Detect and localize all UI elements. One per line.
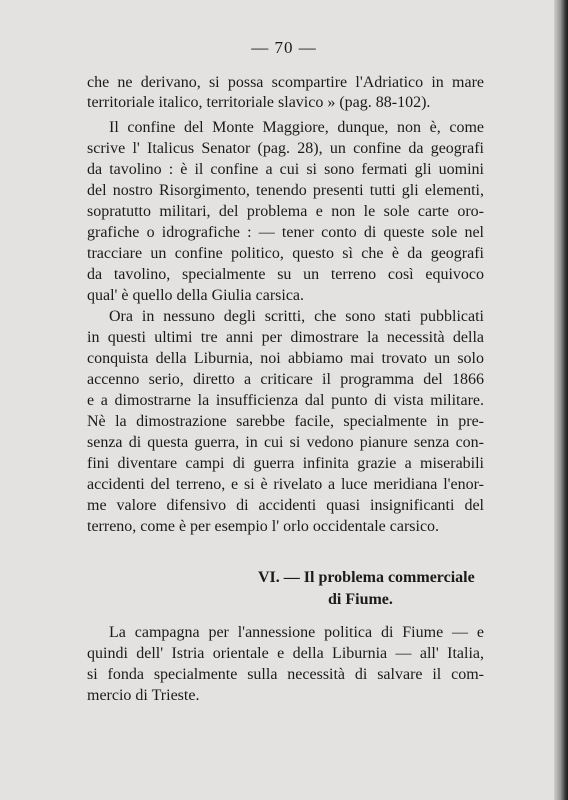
text-line: scrive l' Italicus Senator (pag. 28), un confine da geografi — [87, 140, 484, 157]
section-heading: VI. — Il problema commerciale — [258, 569, 475, 586]
text-line: Nè la dimostrazione sarebbe facile, specialmente in pre- — [87, 413, 484, 430]
book-spine-shadow — [554, 0, 568, 800]
text-line: del nostro Risorgimento, tenendo presenti tutti gli elementi, — [87, 182, 484, 199]
text-line: me valore difensivo di accidenti quasi insignificanti del — [87, 497, 484, 514]
text-line: mercio di Trieste. — [87, 687, 200, 704]
text-line: si fonda specialmente sulla necessità di salvare il com- — [87, 666, 484, 683]
page-number: — 70 — — [251, 38, 317, 57]
text-line: La campagna per l'annessione politica di Fiume — e — [109, 624, 484, 641]
text-line: fini diventare campi di guerra infinita grazie a miserabili — [87, 455, 484, 472]
text-line: senza di questa guerra, in cui si vedono pianure senza con- — [87, 434, 484, 451]
text-line: territoriale italico, territoriale slavico » (pag. 88-102). — [87, 94, 431, 111]
section-heading-continuation: di Fiume. — [328, 591, 393, 608]
text-line: grafiche o idrografiche : — tener conto di queste sole nel — [87, 224, 484, 241]
text-line: terreno, come è per esempio l' orlo occidentale carsico. — [87, 518, 440, 535]
text-line: Il confine del Monte Maggiore, dunque, non è, come — [109, 119, 484, 136]
text-line: in questi ultimi tre anni per dimostrare la necessità della — [87, 329, 484, 346]
text-line: da tavolino : è il confine a cui si sono fermati gli uomini — [87, 161, 484, 178]
text-line: conquista della Liburnia, noi abbiamo mai trovato un solo — [87, 350, 484, 367]
text-line: accidenti del terreno, e si è rivelato a luce meridiana l'enor- — [87, 476, 484, 493]
text-line: quindi dell' Istria orientale e della Liburnia — all' Italia, — [87, 645, 484, 662]
text-line: da tavolino, specialmente su un terreno così equivoco — [87, 266, 484, 283]
text-line: tracciare un confine politico, questo sì che è da geografi — [87, 245, 484, 262]
text-line: Ora in nessuno degli scritti, che sono stati pubblicati — [109, 308, 484, 325]
text-line: sopratutto militari, del problema e non le sole carte oro- — [87, 203, 484, 220]
text-line: accenno serio, diretto a criticare il programma del 1866 — [87, 371, 484, 388]
text-line: qual' è quello della Giulia carsica. — [87, 287, 305, 304]
text-line: che ne derivano, si possa scompartire l'Adriatico in mare — [87, 74, 484, 91]
text-line: e a dimostrarne la insufficienza dal punto di vista militare. — [87, 392, 484, 409]
